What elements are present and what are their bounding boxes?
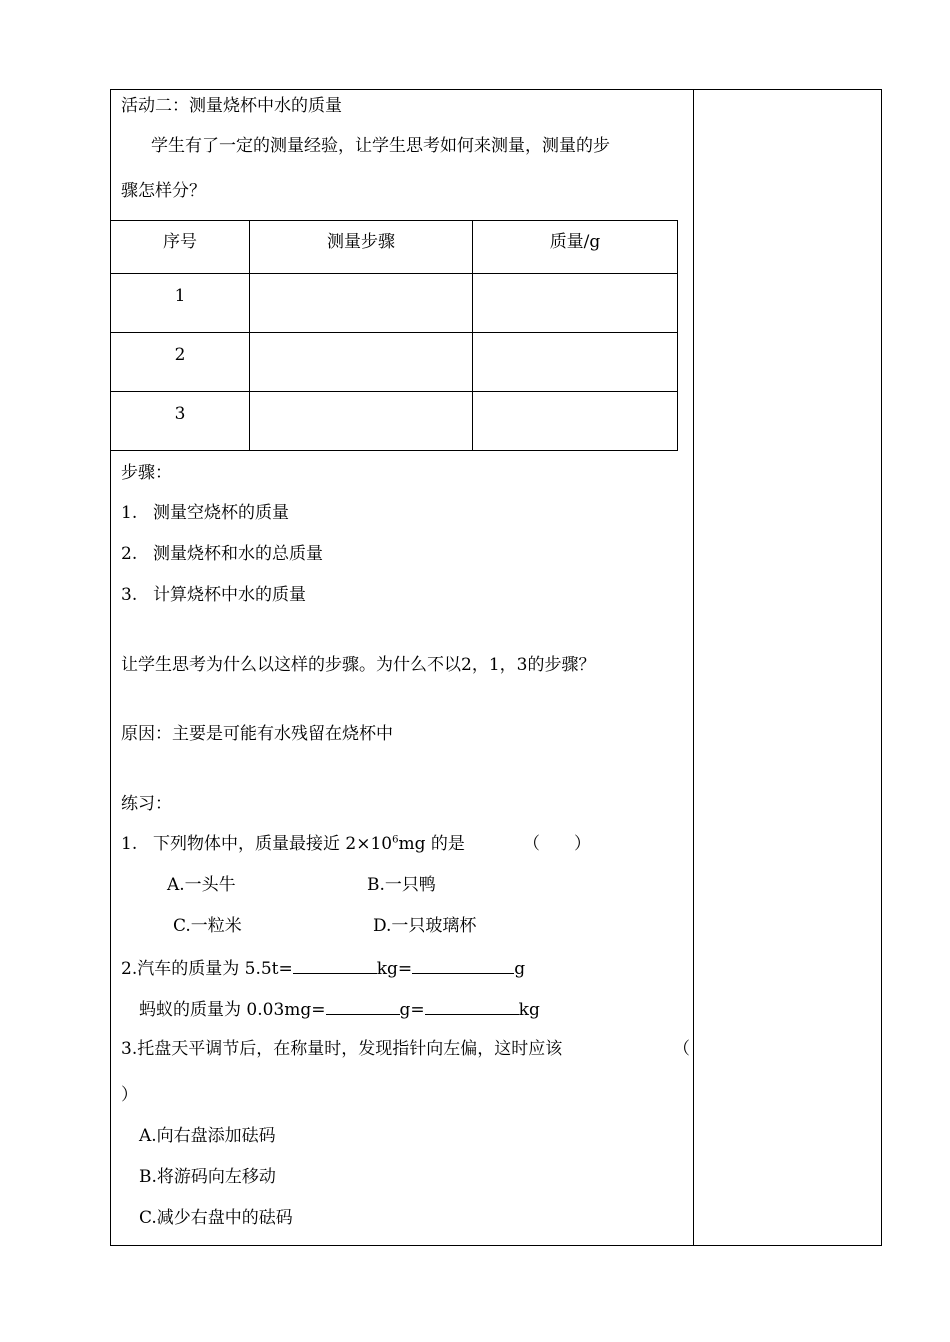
step-text: 测量烧杯和水的总质量 — [153, 544, 323, 564]
step-text: 计算烧杯中水的质量 — [153, 585, 306, 605]
question-text: 让学生思考为什么以这样的步骤。为什么不以2，1，3的步骤？ — [121, 655, 596, 675]
q2-line-1 — [121, 956, 525, 980]
q2-ant-prefix: 蚂蚁的质量为 0.03mg= — [139, 1000, 326, 1020]
q2-blank-g — [412, 956, 514, 974]
intro-line-2: 骤怎样分？ — [121, 181, 206, 201]
q2-line-2 — [139, 997, 540, 1021]
q3-option-b: B.将游码向左移动 — [139, 1167, 276, 1187]
q3-bracket-close: ） — [121, 1085, 138, 1105]
q1-option-c: C.一粒米 — [173, 916, 242, 936]
q1-number: 1. — [121, 834, 138, 854]
row-step — [250, 274, 473, 333]
row-step — [250, 333, 473, 392]
column-divider — [693, 90, 694, 1245]
q1-option-d: D.一只玻璃杯 — [373, 916, 477, 936]
steps-label: 步骤： — [121, 463, 172, 483]
row-index: 3 — [111, 392, 250, 451]
step-number: 1. — [121, 503, 138, 523]
header-index: 序号 — [111, 221, 250, 274]
q1-text — [153, 833, 465, 855]
q2-ant-unit-kg: kg — [518, 1000, 540, 1020]
row-index: 2 — [111, 333, 250, 392]
q1-exponent: 6 — [392, 834, 399, 846]
table-row — [111, 392, 678, 451]
table-header-row — [111, 221, 678, 274]
intro-line-1: 学生有了一定的测量经验，让学生思考如何来测量，测量的步 — [151, 136, 610, 156]
step-number: 2. — [121, 544, 138, 564]
q3-text: 3.托盘天平调节后，在称量时，发现指针向左偏，这时应该 — [121, 1039, 563, 1059]
q2-car-prefix: 2.汽车的质量为 5.5t= — [121, 959, 293, 979]
row-mass — [473, 333, 678, 392]
table-row — [111, 274, 678, 333]
q1-option-b: B.一只鸭 — [367, 875, 436, 895]
q2-car-unit-g: g — [514, 959, 526, 979]
q2-ant-unit-g: g= — [399, 1000, 425, 1020]
practice-label: 练习： — [121, 794, 172, 814]
q3-bracket-open: （ — [673, 1039, 690, 1059]
q3-option-c: C.减少右盘中的砝码 — [139, 1208, 293, 1228]
table-row — [111, 333, 678, 392]
header-mass: 质量/g — [473, 221, 678, 274]
q1-answer-bracket: （ ） — [523, 834, 591, 854]
measurement-table — [111, 220, 678, 451]
row-index: 1 — [111, 274, 250, 333]
reason-text: 原因：主要是可能有水残留在烧杯中 — [121, 724, 393, 744]
q3-option-a: A.向右盘添加砝码 — [139, 1126, 276, 1146]
q2-blank-kg2 — [425, 997, 519, 1015]
header-steps: 测量步骤 — [250, 221, 473, 274]
step-text: 测量空烧杯的质量 — [153, 503, 289, 523]
q1-option-a: A.一头牛 — [167, 875, 236, 895]
q2-car-unit-kg: kg= — [376, 959, 413, 979]
row-mass — [473, 392, 678, 451]
q2-blank-g2 — [326, 997, 400, 1015]
q1-text-before: 下列物体中，质量最接近 2×10 — [153, 834, 393, 854]
step-number: 3. — [121, 585, 138, 605]
lesson-table — [110, 89, 882, 1246]
row-step — [250, 392, 473, 451]
q2-blank-kg — [293, 956, 377, 974]
row-mass — [473, 274, 678, 333]
activity-title: 活动二：测量烧杯中水的质量 — [121, 96, 342, 116]
q1-text-after: mg 的是 — [398, 834, 465, 854]
